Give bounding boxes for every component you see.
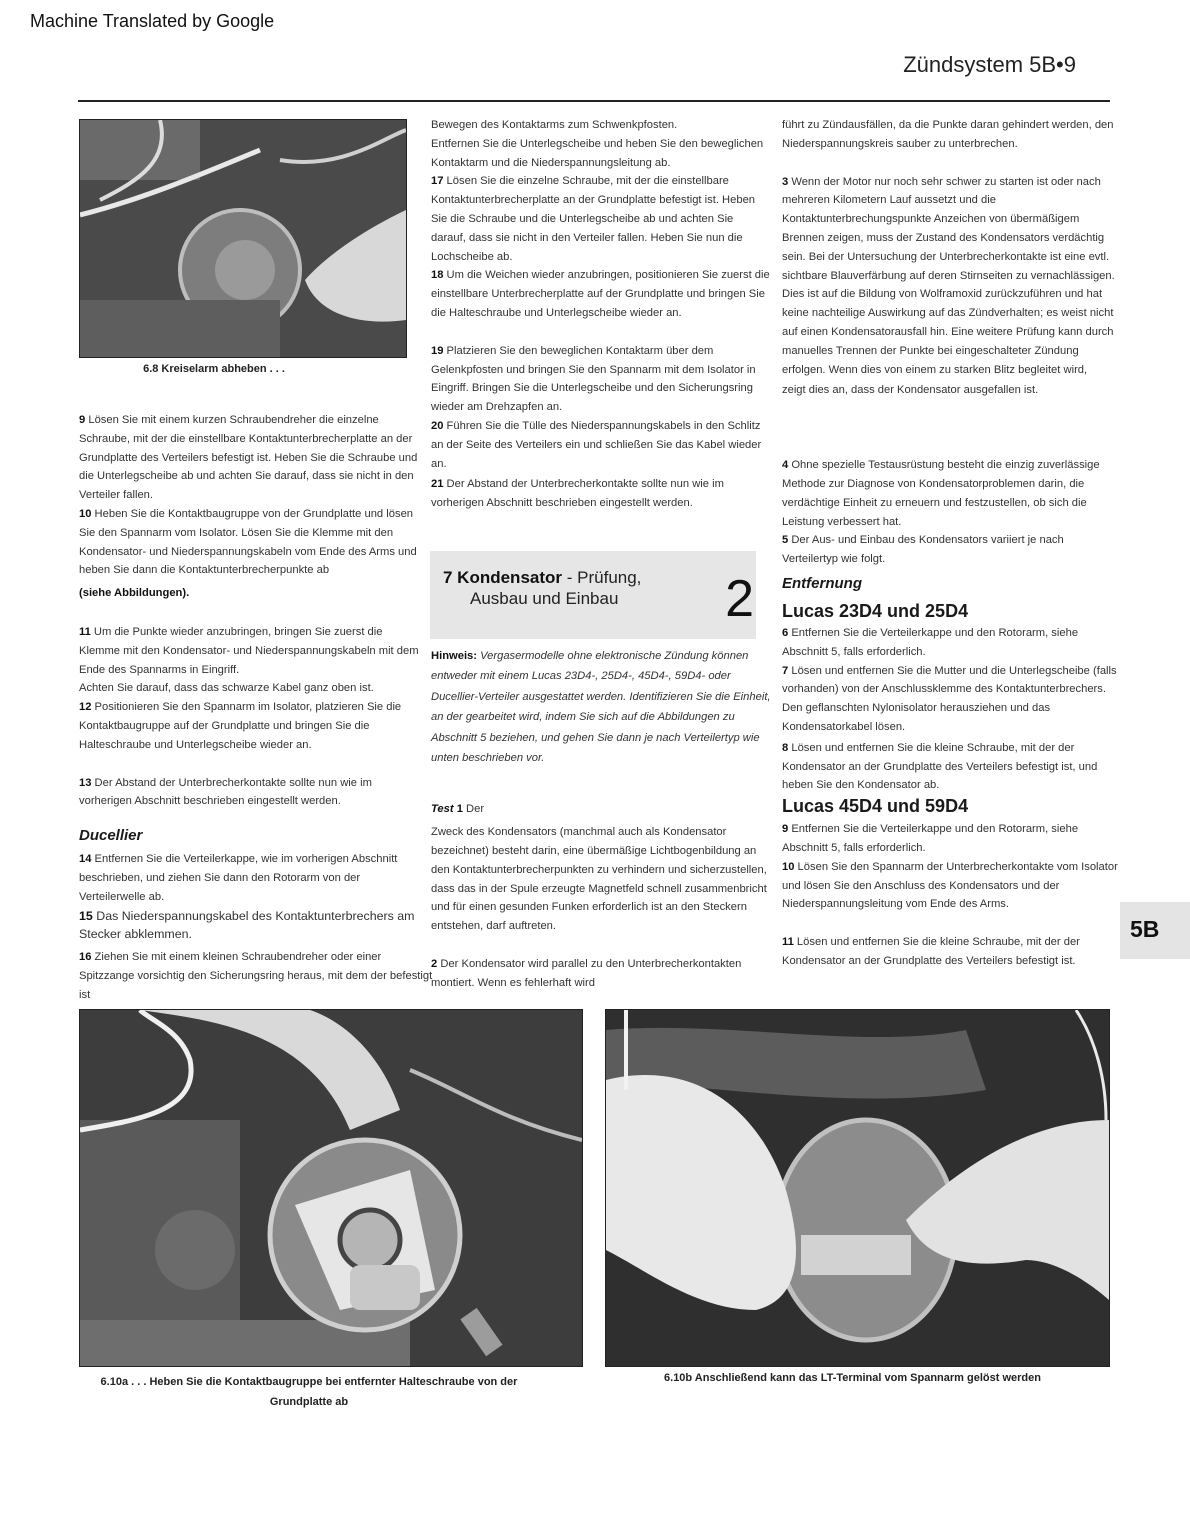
- subheading-entfernung: Entfernung: [782, 574, 862, 592]
- paragraph-10: 10 Lösen Sie den Spannarm der Unterbrecherkontakte vom Isolator und lösen Sie den Anschluss des Kondensators und der Niederspannungsleitung vom Ende des Arms.: [782, 860, 1118, 911]
- header-rule: [78, 100, 1110, 102]
- paragraph-19: 19 Platzieren Sie den beweglichen Kontaktarm über dem Gelenkpfosten und bringen Sie den Spannarm mit dem Isolator in Eingriff. Bringen Sie die Unterlegscheibe und den Sicherungsring wieder am Drehzapfen an.: [431, 344, 756, 414]
- note-hinweis: Hinweis: Vergasermodelle ohne elektronische Zündung können entweder mit einem Lucas 23D4-, 25D4-, 45D4-, 59D4- oder Ducellier-Verteiler ausgestattet werden. Identifizieren Sie die Einheit, an der gearbeitet wird, indem Sie sich auf die Abbildungen zu Abschnitt 5 beziehen, und gehen Sie dann je nach Verteilertyp wie unten beschrieben vor.: [431, 650, 771, 765]
- section-7-heading-box: [430, 551, 756, 639]
- paragraph-21: 21 Der Abstand der Unterbrecherkontakte sollte nun wie im vorherigen Abschnitt beschrieben eingestellt werden.: [431, 478, 724, 510]
- subheading-ducellier: Ducellier: [79, 827, 143, 845]
- paragraph-9: 9 Entfernen Sie die Verteilerkappe und den Rotorarm, siehe Abschnitt 5, falls erforderlich.: [782, 823, 1079, 854]
- distributor-photo-illustration: [80, 120, 406, 357]
- paragraph-13: 13 Der Abstand der Unterbrecherkontakte sollte nun wie im vorherigen Abschnitt beschrieben eingestellt werden.: [79, 776, 372, 808]
- paragraph-18: 18 Um die Weichen wieder anzubringen, positionieren Sie zuerst die einstellbare Unterbrecherplatte auf der Grundplatte und bringen Sie die Halteschraube und Unterlegscheibe wieder an.: [431, 269, 770, 319]
- page-header-title: Zündsystem 5B•9: [903, 52, 1076, 77]
- paragraph-6: 6 Entfernen Sie die Verteilerkappe und den Rotorarm, siehe Abschnitt 5, falls erforderlich.: [782, 626, 1079, 658]
- paragraph-15: 15 Das Niederspannungskabel des Kontaktunterbrechers am Stecker abklemmen.: [79, 908, 415, 942]
- paragraph-16: 16 Ziehen Sie mit einem kleinen Schraubendreher oder einer Spitzzange vorsichtig den Sicherungsring heraus, mit dem der befestigt ist: [79, 951, 433, 1001]
- paragraph-5: 5 Der Aus- und Einbau des Kondensators variiert je nach Verteilertyp wie folgt.: [782, 534, 1064, 566]
- photo-lt-terminal: [605, 1009, 1110, 1367]
- figure-reference: (siehe Abbildungen).: [79, 587, 190, 600]
- photo-contact-assembly: [79, 1009, 583, 1367]
- paragraph-8: 8 Lösen und entfernen Sie die kleine Schraube, mit der der Kondensator an der Grundplatte des Verteilers befestigt ist, und heben Sie den Kondensator ab.: [782, 741, 1098, 792]
- paragraph-11: 11 Um die Punkte wieder anzubringen, bringen Sie zuerst die Klemme mit den Kondensator- und Niederspannungskabeln mit dem Ende des Spannarms in Eingriff.: [79, 625, 419, 676]
- contact-assembly-photo-illustration: [80, 1010, 582, 1366]
- paragraph-continued-2: Entfernen Sie die Unterlegscheibe und heben Sie den beweglichen Kontaktarm und die Niederspannungsleitung ab.: [431, 137, 764, 169]
- paragraph-11: 11 Lösen und entfernen Sie die kleine Schraube, mit der der Kondensator an der Grundplatte des Verteilers befestigt ist.: [782, 936, 1080, 967]
- paragraph-12: 12 Positionieren Sie den Spannarm im Isolator, platzieren Sie die Kontaktbaugruppe auf der Grundplatte und bringen Sie die Halteschraube und Unterlegscheibe wieder an.: [79, 701, 402, 751]
- difficulty-rating: 2: [725, 570, 754, 628]
- paragraph-3-end: zeigt dies an, dass der Kondensator ausgefallen ist.: [782, 384, 1039, 397]
- paragraph-continued: führt zu Zündausfällen, da die Punkte daran gehindert werden, den Niederspannungskreis sauber zu unterbrechen.: [782, 119, 1114, 150]
- test-heading: Test 1 Der: [431, 803, 485, 816]
- subheading-lucas-23d4-25d4: Lucas 23D4 und 25D4: [782, 600, 969, 621]
- figure-caption-6-10a: 6.10a . . . Heben Sie die Kontaktbaugruppe bei entfernter Halteschraube von der Grundplatte ab: [100, 1376, 518, 1408]
- paragraph-4: 4 Ohne spezielle Testausrüstung besteht die einzig zuverlässige Methode zur Diagnose von Kondensatorproblemen darin, die verdächtige Einheit zu erneuern und festzustellen, ob sich die Leistung verbessert hat.: [782, 459, 1100, 528]
- subheading-lucas-45d4-59d4: Lucas 45D4 und 59D4: [782, 796, 969, 817]
- paragraph-10: 10 Heben Sie die Kontaktbaugruppe von der Grundplatte und lösen Sie den Spannarm vom Isolator. Lösen Sie die Klemme mit den Kondensator- und Niederspannungskabeln vom Ende des Arms und heben Sie dann die Kontaktunterbrecherpunkte ab: [79, 507, 417, 577]
- paragraph-9: 9 Lösen Sie mit einem kurzen Schraubendreher die einzelne Schraube, mit der die einstellbare Kontaktunterbrecherplatte an der Grundplatte des Verteilers befestigt ist. Heben Sie die Schraube und die Unterlegscheibe ab und achten Sie darauf, dass sie nicht in den Verteiler fallen.: [79, 414, 418, 502]
- paragraph-7: 7 Lösen und entfernen Sie die Mutter und die Unterlegscheibe (falls vorhanden) von der Anschlussklemme des Kontaktunterbrechers. Den geflanschten Nylonisolator herausziehen und das Kondensatorkabel lösen.: [782, 664, 1117, 733]
- paragraph-11-note: Achten Sie darauf, dass das schwarze Kabel ganz oben ist.: [79, 682, 374, 695]
- column-2-lower: [431, 646, 771, 993]
- paragraph-20: 20 Führen Sie die Tülle des Niederspannungskabels in den Schlitz an der Seite des Verteilers ein und schließen Sie das Kabel wieder an.: [431, 419, 762, 470]
- chapter-tab: 5B: [1120, 902, 1190, 959]
- paragraph-3: 3 Wenn der Motor nur noch sehr schwer zu starten ist oder nach mehreren Kilometern Lauf aussetzt und die Kontaktunterbrechungspunkte Anzeichen von übermäßigem Brennen zeigen, muss der Zustand des Kondensators verdächtig sein. Bei der Untersuchung der Unterbrecherkontakte ist eine evtl. sichtbare Blauverfärbung auf deren Stirnseiten zu vernachlässigen. Dies ist auf die Bildung von Wolframoxid zurückzuführen und hat keine nachteilige Auswirkung auf das Zündverhalten; es weist nicht auf einen Kondensatorausfall hin. Eine weitere Prüfung kann durch manuelles Trennen der Punkte bei eingeschalteter Zündung erfolgen. Wenn dies von einem zu starken Blitz begleitet wird,: [782, 175, 1115, 376]
- lt-terminal-photo-illustration: [606, 1010, 1109, 1366]
- figure-caption-6-8: 6.8 Kreiselarm abheben . . .: [143, 363, 285, 375]
- paragraph-17: 17 Lösen Sie die einzelne Schraube, mit der die einstellbare Kontaktunterbrecherplatte an der Grundplatte befestigt ist. Heben Sie die Schraube und die Unterlegscheibe ab und achten Sie darauf, dass sie nicht in den Verteiler fallen. Heben Sie nun die Lochscheibe ab.: [431, 175, 756, 263]
- paragraph-test-1: Zweck des Kondensators (manchmal auch als Kondensator bezeichnet) besteht darin, eine übermäßige Lichtbogenbildung an den Kontaktunterbrecherpunkten zu verhindern und sicherzustellen, dass das in der Spule erzeugte Magnetfeld schnell zusammenbricht und für einen gesunden Funken erforderlich ist an den Steckern entstehen, darf auftreten.: [431, 826, 767, 933]
- column-1: [79, 411, 433, 1005]
- figure-caption-6-10b: 6.10b Anschließend kann das LT-Terminal vom Spannarm gelöst werden: [664, 1372, 1041, 1384]
- column-2: [431, 116, 771, 513]
- photo-distributor-rotor: [79, 119, 407, 358]
- paragraph-continued: Bewegen des Kontaktarms zum Schwenkpfosten.: [431, 119, 678, 131]
- column-3: [782, 116, 1122, 971]
- paragraph-test-2: 2 Der Kondensator wird parallel zu den Unterbrecherkontakten montiert. Wenn es fehlerhaft wird: [431, 958, 742, 989]
- section-7-title: 7 Kondensator - Prüfung, Ausbau und Einbau: [443, 568, 642, 608]
- paragraph-14: 14 Entfernen Sie die Verteilerkappe, wie im vorherigen Abschnitt beschrieben, und ziehen Sie dann den Rotorarm von der Verteilerwelle ab.: [79, 853, 398, 903]
- machine-translation-banner: Machine Translated by Google: [30, 11, 275, 31]
